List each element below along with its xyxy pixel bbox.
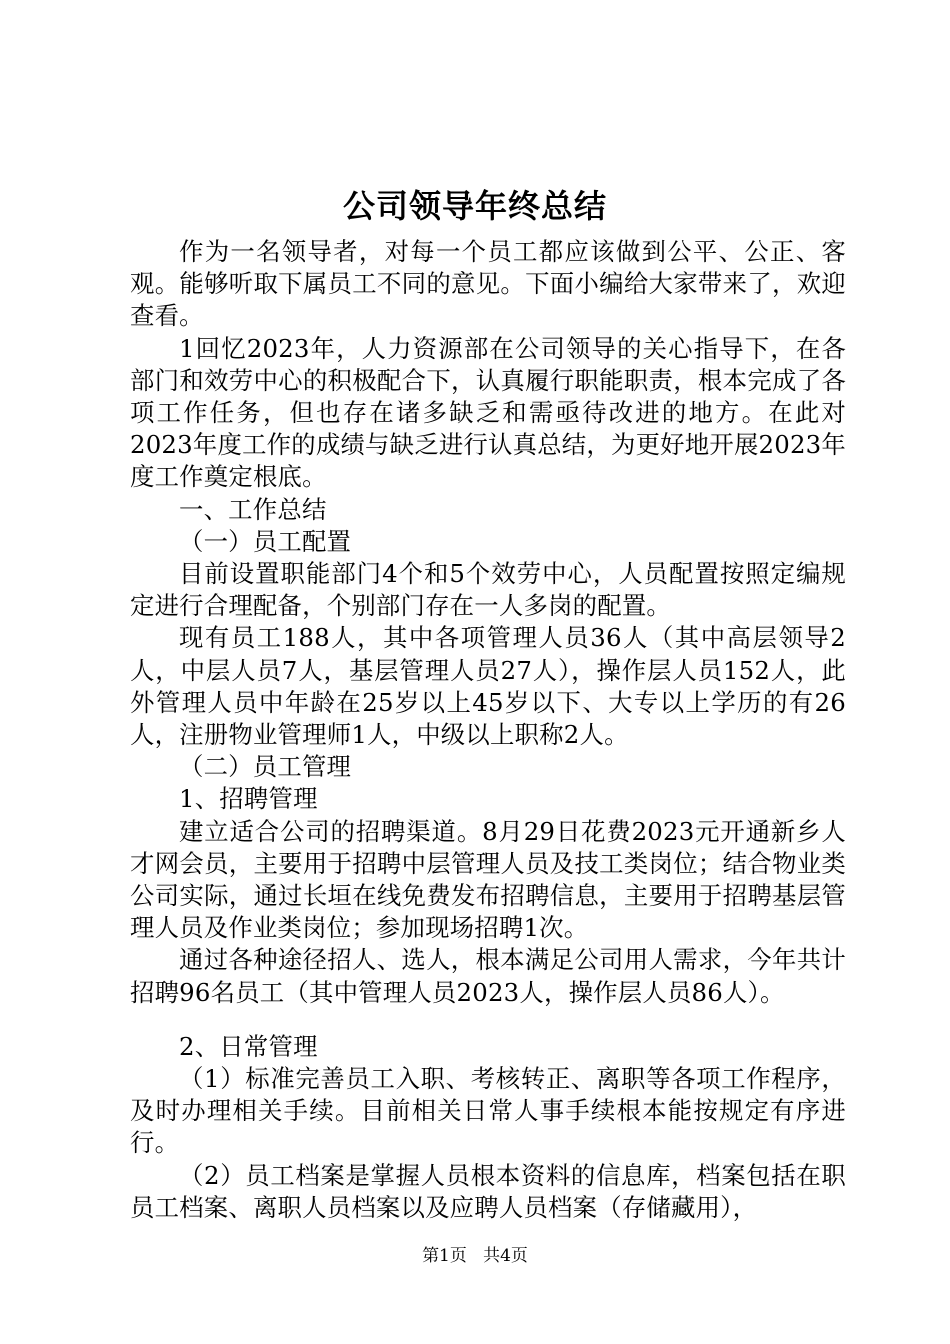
document-title: 公司领导年终总结 (342, 187, 607, 225)
heading-work-summary: 一、工作总结 (179, 494, 327, 524)
paragraph-departments: 目前设置职能部门4个和5个效劳中心，人员配置按照定编规定进行合理配备，个别部门存在一人多岗的配置。 (130, 559, 846, 621)
paragraph-review: 1回忆2023年，人力资源部在公司领导的关心指导下，在各部门和效劳中心的积极配合下，认真履行职能职责，根本完成了各项工作任务，但也存在诸多缺乏和需亟待改进的地方。在此对2023年度工作的成绩与缺乏进行认真总结，为更好地开展2023年度工作奠定根底。 (130, 333, 846, 492)
paragraph-recruitment-channels: 建立适合公司的招聘渠道。8月29日花费2023元开通新乡人才网会员，主要用于招聘中层管理人员及技工类岗位；结合物业类公司实际，通过长垣在线免费发布招聘信息，主要用于招聘基层管理人员及作业类岗位；参加现场招聘1次。 (130, 816, 846, 943)
heading-staff-management: （二）员工管理 (179, 752, 352, 782)
document-body (130, 236, 846, 1224)
page-total: 共4页 (483, 1246, 528, 1266)
heading-recruitment: 1、招聘管理 (179, 784, 318, 814)
paragraph-intro: 作为一名领导者，对每一个员工都应该做到公平、公正、客观。能够听取下属员工不同的意见。下面小编给大家带来了，欢迎查看。 (130, 237, 846, 331)
heading-daily-management: 2、日常管理 (179, 1031, 318, 1061)
paragraph-staff-count: 现有员工188人，其中各项管理人员36人（其中高层领导2人，中层人员7人，基层管理人员27人），操作层人员152人，此外管理人员中年龄在25岁以上45岁以下、大专以上学历的有26人，注册物业管理师1人，中级以上职称2人。 (130, 623, 846, 750)
paragraph-procedures: （1）标准完善员工入职、考核转正、离职等各项工作程序，及时办理相关手续。目前相关日常人事手续根本能按规定有序进行。 (130, 1064, 846, 1158)
paragraph-archives: （2）员工档案是掌握人员根本资料的信息库，档案包括在职员工档案、离职人员档案以及应聘人员档案（存储藏用）， (130, 1160, 846, 1222)
paragraph-recruitment-total: 通过各种途径招人、选人，根本满足公司用人需求，今年共计招聘96名员工（其中管理人员2023人，操作层人员86人）。 (130, 945, 846, 1007)
page-footer (0, 1245, 950, 1267)
heading-staff-allocation: （一）员工配置 (179, 526, 352, 556)
page-number: 第1页 (422, 1246, 467, 1266)
